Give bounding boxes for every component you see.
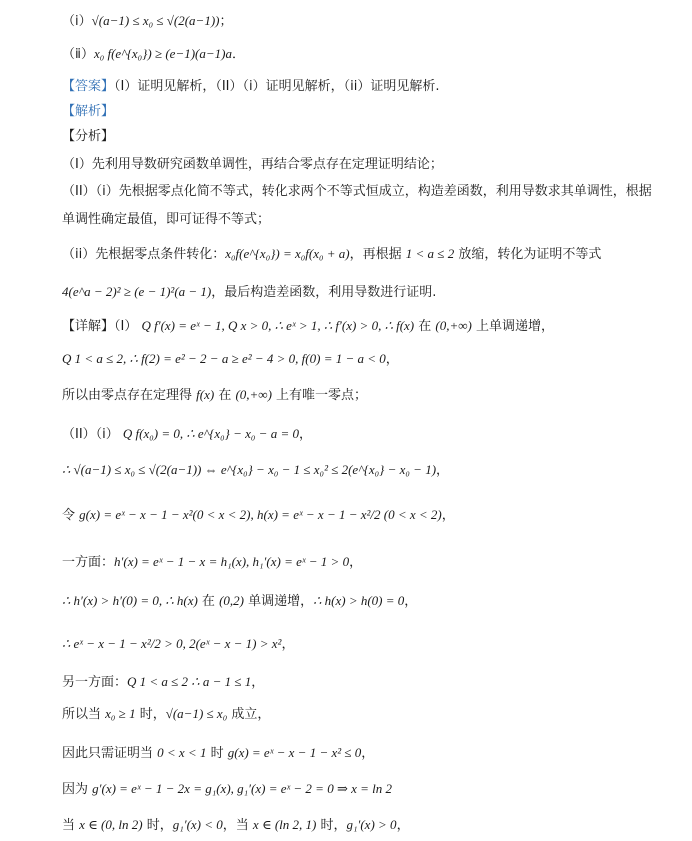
text-line	[62, 283, 436, 302]
text-span: （I）证明见解析，（II）（i）证明见解析，（ii）证明见解析.	[114, 79, 440, 94]
text-span: ，	[281, 637, 295, 652]
text-span: ，	[349, 555, 363, 570]
text-span: 因此只需证明当	[62, 746, 158, 761]
text-span: （II）（i）	[62, 427, 123, 442]
text-span: 在	[414, 319, 436, 334]
text-line	[62, 425, 312, 444]
text-line	[62, 386, 367, 405]
math-expression: g′(x) = eˣ − 1 − 2x = g₁(x), g₁′(x) = eˣ − 2 = 0 ⇒ x = ln 2	[92, 781, 393, 796]
text-line	[62, 553, 362, 572]
math-expression: Q 1 < a ≤ 2 ∴ a − 1 ≤ 1	[127, 674, 252, 689]
math-expression: g₁′(x) < 0	[172, 817, 223, 832]
text-line	[62, 12, 233, 31]
section-tag: 【答案】	[62, 79, 115, 94]
text-line	[62, 245, 601, 264]
text-span: （II）（i）先根据零点化简不等式，转化求两个不等式恒成立，构造差函数，利用导数求其单调性，根据	[62, 184, 652, 199]
math-expression: (0,+∞)	[235, 387, 272, 402]
math-expression: √(a−1) ≤ x₀	[165, 706, 228, 721]
text-line	[62, 592, 417, 611]
text-span: 所以由零点存在定理得	[62, 388, 197, 403]
text-span: 所以当	[62, 707, 106, 722]
math-expression: x₀ f(e^{x₀}) ≥ (e−1)(a−1)a	[93, 46, 232, 61]
text-span: 时	[206, 746, 228, 761]
text-span: 【分析】	[62, 129, 115, 144]
text-line	[62, 780, 392, 799]
math-expression: ∴ h′(x) > h′(0) = 0, ∴ h(x)	[62, 593, 198, 608]
math-expression: Q 1 < a ≤ 2, ∴ f(2) = e² − 2 − a ≥ e² − 4 > 0, f(0) = 1 − a < 0	[62, 351, 386, 366]
text-span: ，	[251, 675, 265, 690]
text-span: ，	[404, 594, 418, 609]
text-line	[62, 128, 114, 146]
text-span: （ⅰ）	[62, 14, 92, 29]
math-expression: ∴ h(x) > h(0) = 0	[313, 593, 405, 608]
text-span: 【详解】（I）	[62, 319, 142, 334]
text-line	[62, 350, 399, 369]
text-span: 上单调递增，	[471, 319, 554, 334]
text-span: 在	[214, 388, 236, 403]
math-expression: Q f′(x) = eˣ − 1, Q x > 0, ∴ eˣ > 1, ∴ f′(x) > 0, ∴ f(x)	[141, 318, 415, 333]
math-expression: g(x) = eˣ − x − 1 − x²(0 < x < 2), h(x) = eˣ − x − 1 − x²/2 (0 < x < 2)	[79, 507, 442, 522]
math-expression: f(x)	[196, 387, 215, 402]
section-tag: 【解析】	[62, 104, 115, 119]
math-expression: Q f(x₀) = 0, ∴ e^{x₀} − x₀ − a = 0	[122, 426, 299, 441]
text-line	[62, 103, 114, 121]
text-span: 另一方面：	[62, 675, 128, 690]
math-expression: 1 < a ≤ 2	[405, 246, 455, 261]
text-span: 时，	[142, 818, 173, 833]
text-span: ，	[396, 818, 410, 833]
text-line	[62, 705, 270, 724]
text-line	[62, 461, 449, 480]
math-expression: x ∈ (0, ln 2)	[79, 817, 143, 832]
math-expression: x ∈ (ln 2, 1)	[252, 817, 317, 832]
math-expression: ∴ √(a−1) ≤ x₀ ≤ √(2(a−1)) ⇔ e^{x₀} − x₀ − 1 ≤ x₀² ≤ 2(e^{x₀} − x₀ − 1)	[62, 462, 437, 477]
text-span: 一方面：	[62, 555, 115, 570]
text-line	[62, 635, 294, 654]
text-span: （ii）先根据零点条件转化：	[62, 247, 226, 262]
text-span: ；	[219, 14, 233, 29]
text-span: 当	[62, 818, 80, 833]
math-expression: (0,+∞)	[435, 318, 472, 333]
text-line	[62, 744, 374, 763]
math-expression: (0,2)	[219, 593, 244, 608]
text-line	[62, 816, 410, 835]
text-line	[62, 156, 443, 174]
math-expression: ∴ eˣ − x − 1 − x²/2 > 0, 2(eˣ − x − 1) > x²	[62, 636, 282, 651]
text-span: ，	[361, 746, 375, 761]
text-span: 单调递增，	[243, 594, 314, 609]
text-span: ，	[298, 427, 312, 442]
math-expression: 4(e^a − 2)² ≥ (e − 1)²(a − 1)	[62, 284, 212, 299]
text-line	[62, 78, 440, 96]
text-line	[62, 211, 270, 229]
text-span: 单调性确定最值，即可证得不等式；	[62, 212, 271, 227]
math-expression: √(a−1) ≤ x₀ ≤ √(2(a−1))	[91, 13, 220, 28]
text-span: 成立，	[227, 707, 271, 722]
text-span: 上有唯一零点；	[271, 388, 368, 403]
math-expression: x₀ ≥ 1	[105, 706, 136, 721]
text-span: 令	[62, 508, 80, 523]
text-span: ，	[385, 352, 399, 367]
text-span: ，最后构造差函数，利用导数进行证明.	[211, 285, 437, 300]
math-expression: g(x) = eˣ − x − 1 − x² ≤ 0	[227, 745, 362, 760]
text-span: ．	[231, 47, 245, 62]
math-expression: g₁′(x) > 0	[346, 817, 397, 832]
text-span: ，	[441, 508, 455, 523]
text-line	[62, 183, 652, 201]
text-span: ，当	[222, 818, 253, 833]
math-expression: h′(x) = eˣ − 1 − x = h₁(x), h₁′(x) = eˣ − 1 > 0	[114, 554, 350, 569]
text-line	[62, 317, 554, 336]
math-expression: x₀f(e^{x₀}) = x₀f(x₀ + a)	[225, 246, 350, 261]
text-span: 放缩，转化为证明不等式	[454, 247, 602, 262]
text-line	[62, 673, 264, 692]
text-span: 在	[197, 594, 220, 609]
math-expression: 0 < x < 1	[157, 745, 207, 760]
text-span: ，再根据	[349, 247, 406, 262]
text-line	[62, 506, 455, 525]
text-span: 时，	[316, 818, 347, 833]
text-span: （I）先利用导数研究函数单调性，再结合零点存在定理证明结论；	[62, 157, 443, 172]
text-span: 时，	[135, 707, 166, 722]
text-span: ，	[436, 463, 450, 478]
text-span: 因为	[62, 782, 93, 797]
text-span: （ⅱ）	[62, 47, 94, 62]
text-line	[62, 45, 245, 64]
